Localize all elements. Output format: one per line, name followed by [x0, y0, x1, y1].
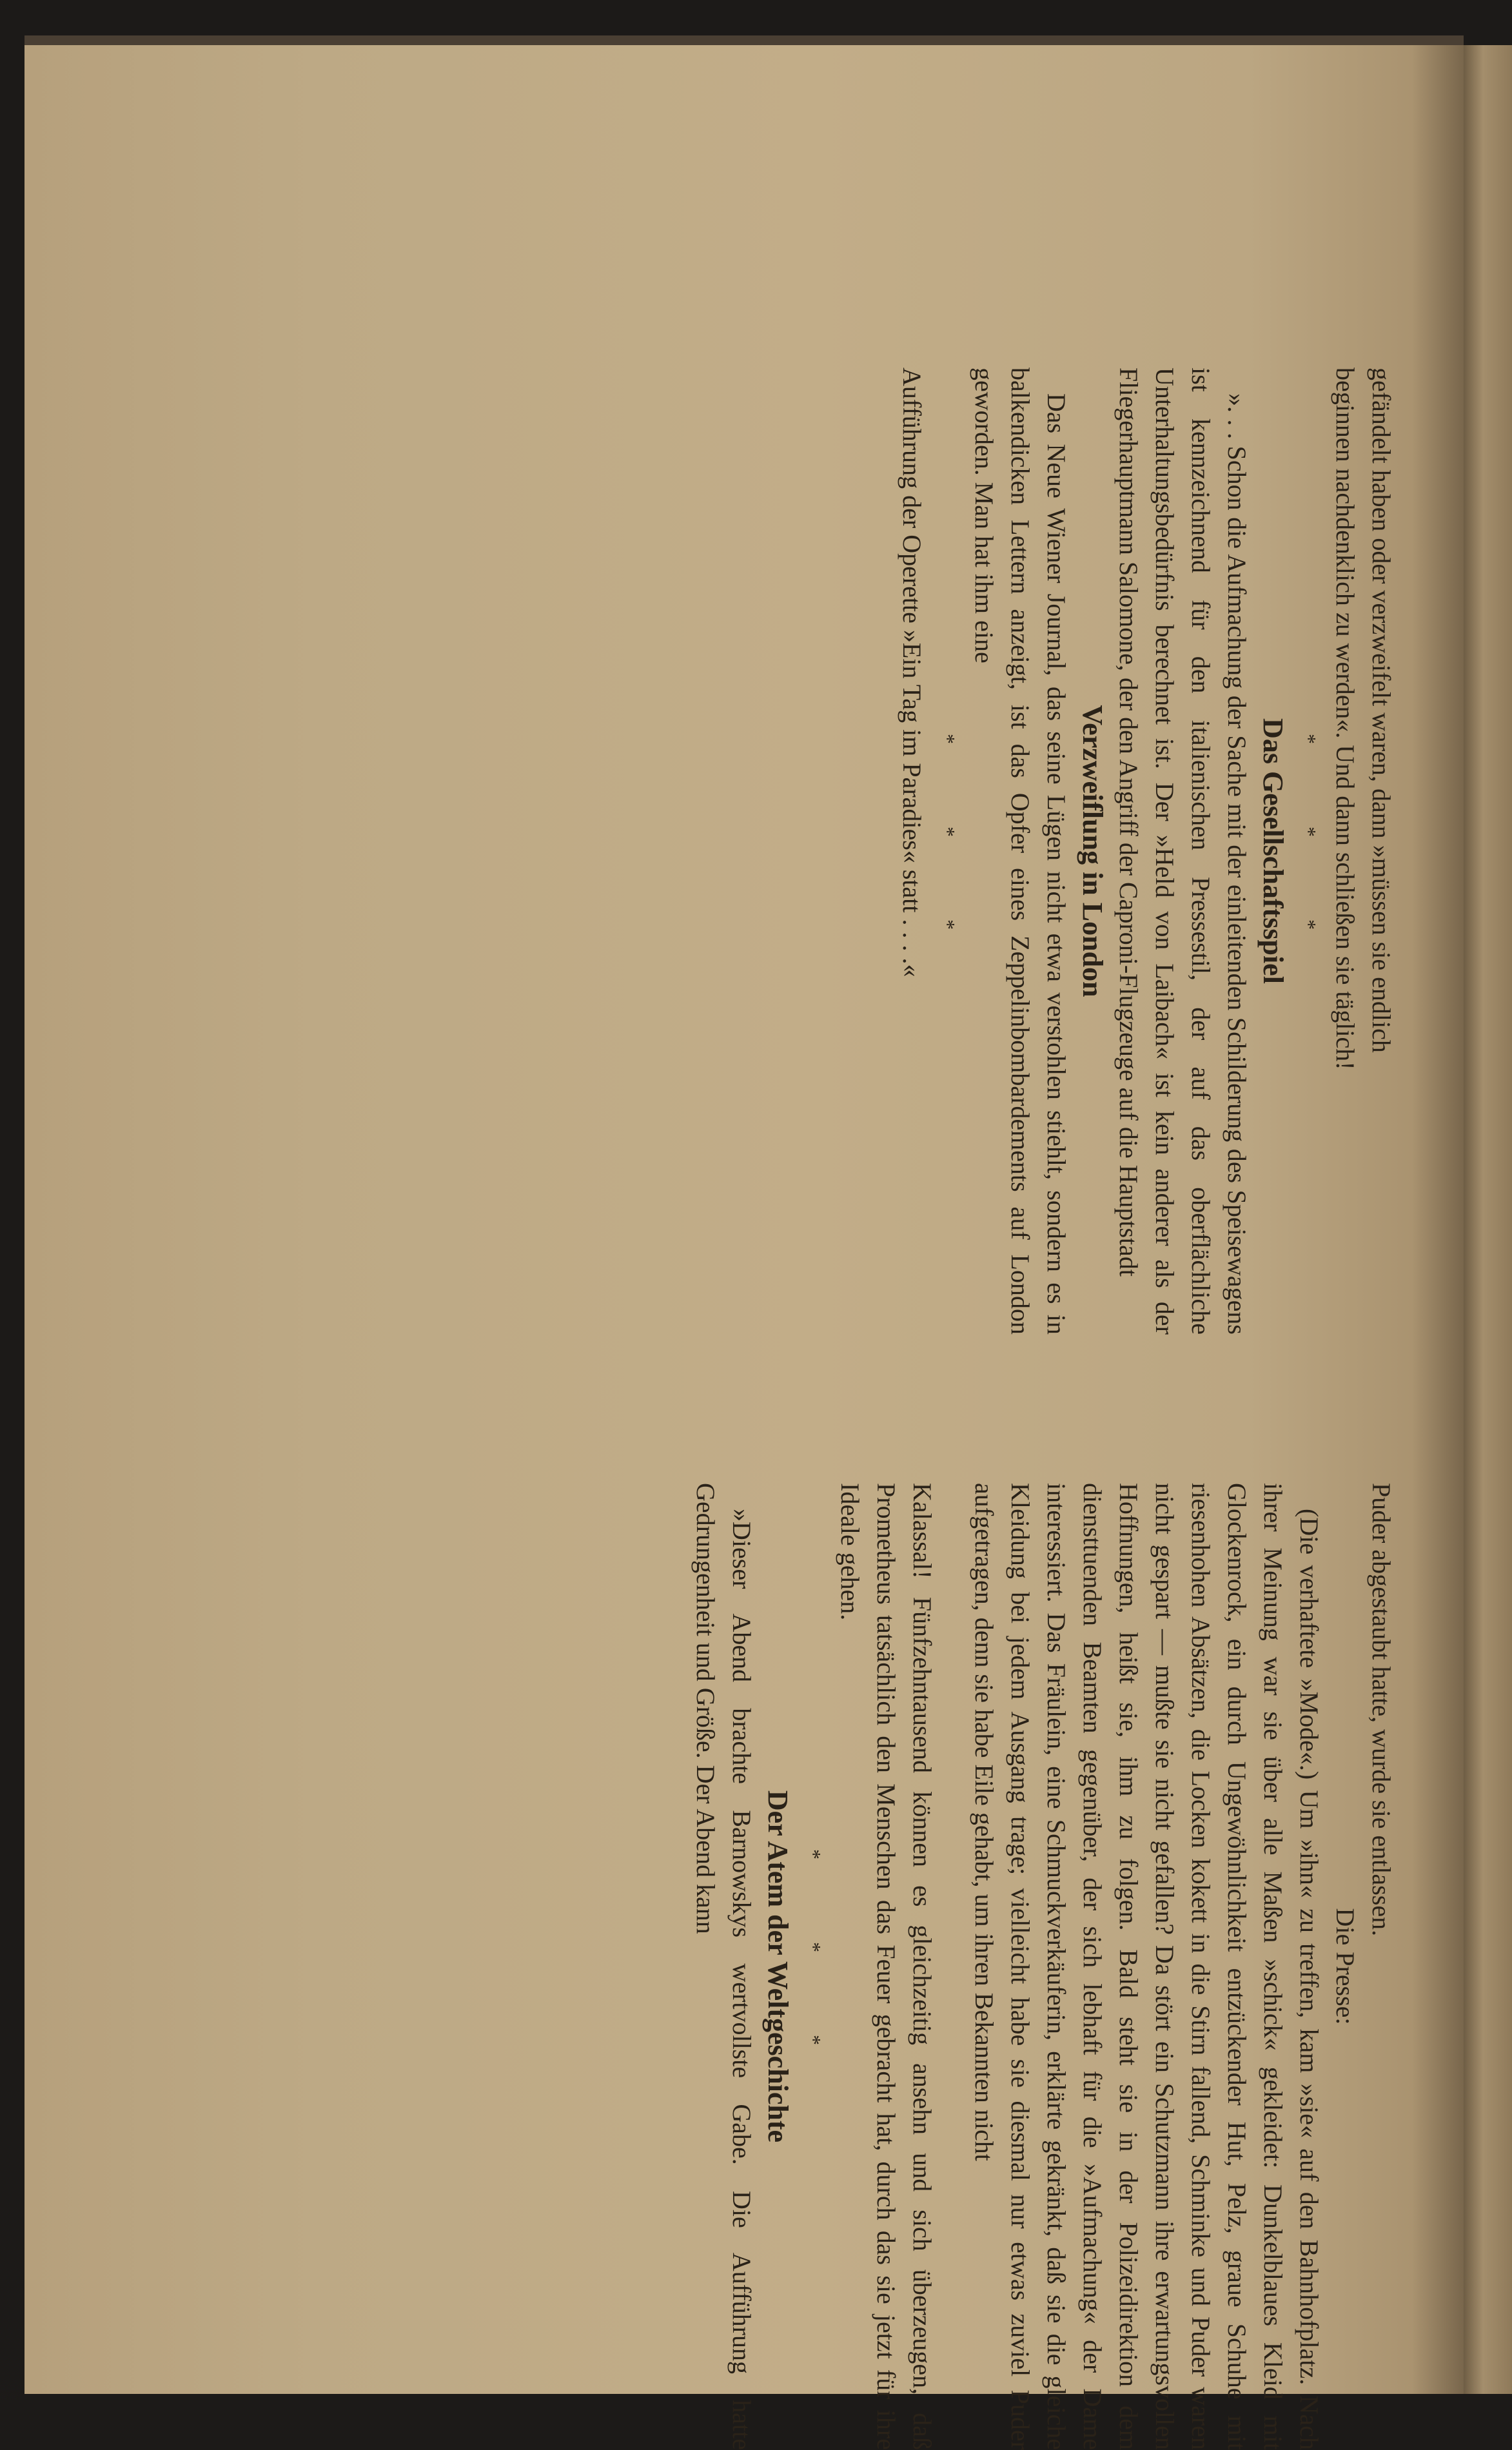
column-left [894, 368, 1399, 1335]
section-label: Die Presse: [1331, 1908, 1360, 2025]
heading-gesellschaftsspiel: Das Gesellschaftsspiel [1257, 718, 1289, 984]
paragraph: ». . . Schon die Aufmachung der Sache mit der einleitenden Schilderung des Speisewagens ist kennzeichnend für den italienischen Pressestil, der auf das oberflächliche Unterhaltungsbedürfnis berechnet ist. Der »Held von Laibach« ist kein anderer als der Fliegerhauptmann Salomone, der den Angriff der Caproni-Flugzeuge auf die Hauptstadt [1114, 368, 1252, 1335]
rotated-page-content [25, 45, 1464, 2450]
paragraph: »Dieser Abend brachte Barnowskys wertvollste Gabe. Die Aufführung hatte Gedrungenheit und Größe. Der Abend kann [691, 1483, 756, 2450]
separator-stars: * * * [1297, 734, 1321, 968]
text-line: Puder abgestaubt hatte, wurde sie entlassen. [1367, 1483, 1396, 1937]
text-line: gefändelt haben oder verzweifelt waren, dann »müssen sie endlich [1367, 368, 1396, 1053]
separator-stars: * * * [936, 734, 959, 968]
text-line: beginnen nachdenklich zu werden«. Und dann schließen sie täglich! [1331, 368, 1360, 1070]
separator-stars: * * * [802, 1849, 825, 2084]
facing-page-edge [1464, 45, 1512, 2394]
heading-weltgeschichte: Der Atem der Weltgeschichte [762, 1790, 794, 2143]
paragraph: Aufführung der Operette »Ein Tag im Paradies« statt . . . .« [898, 368, 927, 977]
heading-verzweiflung: Verzweiflung in London [1077, 705, 1108, 997]
paragraph: Das Neue Wiener Journal, das seine Lügen nicht etwa verstohlen stiehlt, sondern es in balkendicken Lettern anzeigt, ist das Opfer eines Zeppelinbombardements auf London geworden. Man hat ihm eine [970, 368, 1071, 1335]
column-right [687, 1483, 1399, 2450]
paragraph: (Die verhaftete »Mode«.) Um »ihn« zu treffen, kam »sie« auf den Bahnhofplatz. Nach ihrer Meinung war sie über alle Maßen »schick« gekleidet: Dunkelblaues Kleid mit Glockenrock, ein durch Ungewöhnlichkeit entzückender Hut, Pelz, graue Schuhe mit riesenhohen Absätzen, die Locken kokett in die Stirn fallend, Schminke und Puder waren nicht gespart — mußte sie nicht gefallen? Da stört ein Schutzmann ihre erwartungsvollen Hoffnungen, heißt sie, ihm zu folgen. Bald steht sie in der Polizeidirektion dem diensttuenden Beamten gegenüber, der sich lebhaft für die »Aufmachung« der Dame interessiert. Das Fräulein, eine Schmuckverkäuferin, erklärte gekränkt, daß sie die gleiche Kleidung bei jedem Ausgang trage; vielleicht habe sie diesmal nur etwas zuviel Puder aufgetragen, denn sie habe Eile gehabt, um ihren Bekannten nicht [970, 1483, 1324, 2450]
paragraph: Kalassal! Fünfzehntausend können es gleichzeitig ansehn und sich überzeugen, daß Prometheus tatsächlich den Menschen das Feuer gebracht hat, durch das sie jetzt für ihre Ideale gehen. [836, 1483, 937, 2450]
